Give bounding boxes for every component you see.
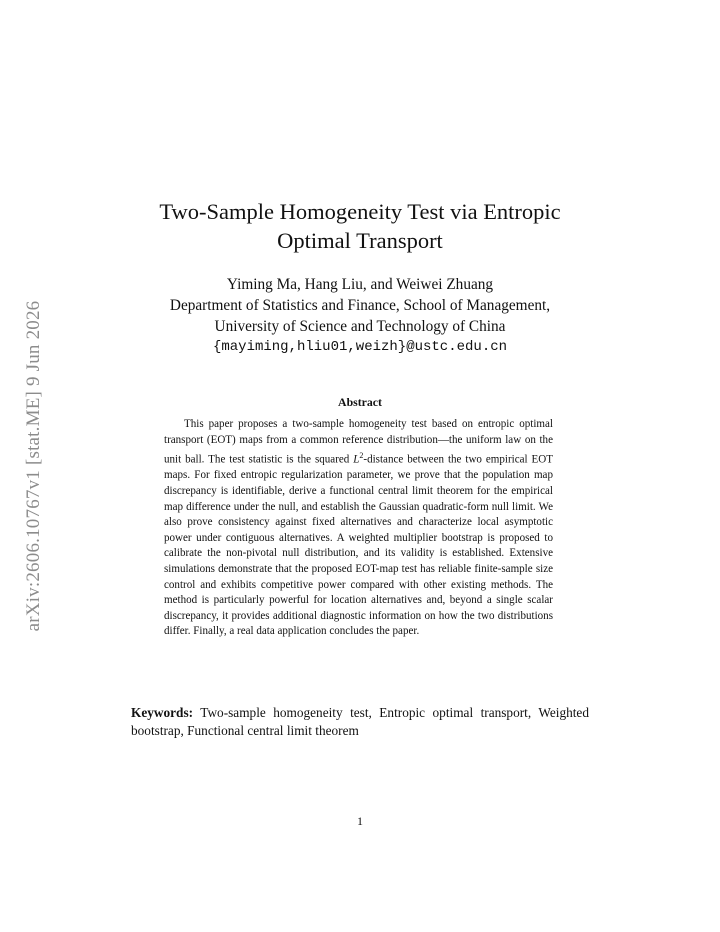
arxiv-identifier: arXiv:2606.10767v1 [stat.ME] 9 Jun 2026 xyxy=(23,300,44,632)
affiliation-line-1: Department of Statistics and Finance, School of Management, xyxy=(169,297,551,314)
math-superscript: 2 xyxy=(359,451,364,461)
keywords-text: Two-sample homogeneity test, Entropic optimal transport, Weighted bootstrap, Functional central limit theorem xyxy=(131,705,589,738)
abstract-heading: Abstract xyxy=(338,395,382,409)
keywords-label: Keywords: xyxy=(131,705,194,720)
keywords-section xyxy=(131,704,589,740)
title-line-1: Two-Sample Homogeneity Test via Entropic xyxy=(159,199,561,224)
page-number: 1 xyxy=(357,814,363,828)
affiliation-line-2: University of Science and Technology of China xyxy=(214,318,506,335)
math-symbol-l: L xyxy=(353,453,360,466)
abstract-text-part-2: -distance between the two empirical EOT maps. For fixed entropic regularization parameter, we prove that the population map discrepancy is identifiable, derive a functional central limit theorem for the empirical map difference under the null, and establish the Gaussian quadratic-form null limit. We also prove consistency against fixed alternatives and characterize local asymptotic power under contiguous alternatives. A weighted multiplier bootstrap is proposed to calibrate the non-pivotal null distribution, and its validity is established. Extensive simulations demonstrate that the proposed EOT-map test has reliable finite-sample size control and exhibits competitive power compared with other existing methods. The method is particularly powerful for location alternatives and, beyond a single scalar discrepancy, it provides additional diagnostic information on how the two distributions differ. Finally, a real data application concludes the paper. xyxy=(164,453,553,638)
author-names: Yiming Ma, Hang Liu, and Weiwei Zhuang xyxy=(226,276,494,293)
author-block xyxy=(0,274,720,358)
abstract-body xyxy=(164,417,553,640)
title-line-2: Optimal Transport xyxy=(277,228,443,253)
abstract-text-part-1: This paper proposes a two-sample homogeneity test based on entropic optimal transport (EOT) maps from a common reference distribution—the uniform law on the unit ball. The test statistic is the squared xyxy=(164,418,553,466)
paper-title xyxy=(0,197,720,255)
author-emails: {mayiming,hliu01,weizh}@ustc.edu.cn xyxy=(212,339,508,355)
